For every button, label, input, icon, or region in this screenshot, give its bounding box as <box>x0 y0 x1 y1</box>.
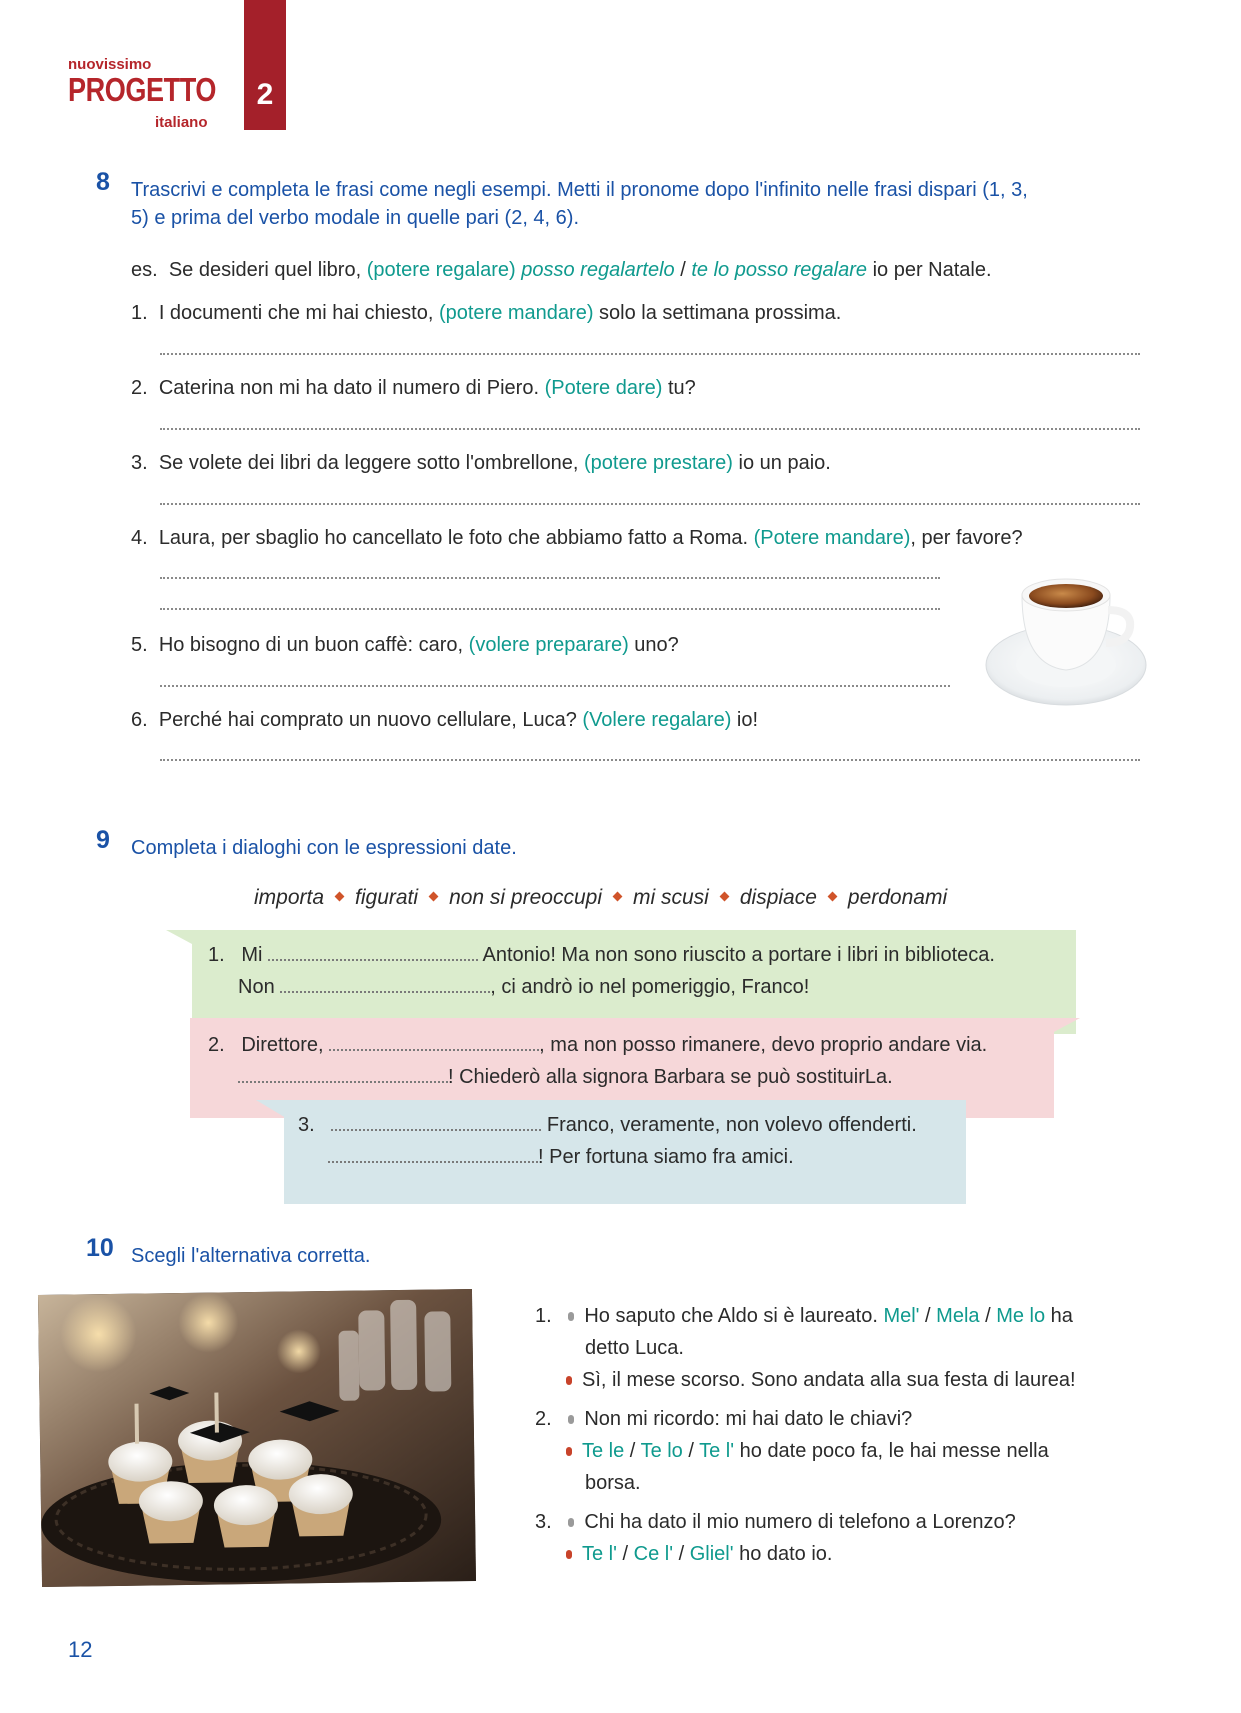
instructions-line-1: Trascrivi e completa le frasi come negli esempi. Metti il pronome dopo l'infinito nelle frasi dispari (1, 3, <box>131 179 1028 201</box>
dialogue-text: ! Per fortuna siamo fra amici. <box>538 1146 794 1168</box>
exercise-9-instructions: Completa i dialoghi con le espressioni date. <box>131 837 517 859</box>
item-text: Ho bisogno di un buon caffè: caro, <box>158 634 469 656</box>
coffee-cup-image <box>982 565 1150 715</box>
dialogue-number: 2. <box>208 1034 225 1056</box>
dialogue-text: Antonio! Ma non sono riuscito a portare i libri in biblioteca. <box>482 944 995 966</box>
option-1[interactable]: Mel' <box>883 1305 920 1327</box>
item-text: Se volete dei libri da leggere sotto l'ombrellone, <box>158 452 584 474</box>
item-number: 3. <box>535 1511 552 1533</box>
option-2[interactable]: Mela <box>936 1305 980 1327</box>
example-separator: / <box>674 259 692 281</box>
item-cue: (Volere regalare) <box>582 709 732 731</box>
item-text: Ho saputo che Aldo si è laureato. <box>584 1305 884 1327</box>
blank-field[interactable] <box>328 1149 538 1163</box>
diamond-separator-icon <box>335 892 345 902</box>
speaker-b-bullet-icon <box>566 1376 572 1385</box>
example-answer-1: posso regalartelo <box>521 259 675 281</box>
speaker-a-bullet-icon <box>568 1518 574 1527</box>
volume-tab: 2 <box>244 0 286 130</box>
word-option: dispiace <box>739 886 817 909</box>
item-number: 2. <box>535 1408 552 1430</box>
exercise-8-number: 8 <box>96 168 110 196</box>
item-number: 6. <box>131 709 148 731</box>
word-option: figurati <box>355 886 419 909</box>
dialogue-text: Non <box>238 976 275 998</box>
item-cue: (potere mandare) <box>438 302 594 324</box>
example-text: Se desideri quel libro, <box>168 259 367 281</box>
item-cue: (volere preparare) <box>468 634 629 656</box>
dialogue-text: , ma non posso rimanere, devo proprio andare via. <box>539 1034 988 1056</box>
diamond-separator-icon <box>719 892 729 902</box>
logo-small-text: nuovissimo <box>68 56 152 73</box>
word-option: importa <box>254 886 325 909</box>
speaker-a-bullet-icon <box>568 1415 574 1424</box>
exercise-10-item-2-answer: Te le / Te lo / Te l' ho date poco fa, le hai messe nella <box>566 1440 1049 1463</box>
speaker-b-bullet-icon <box>566 1447 572 1456</box>
example-end: io per Natale. <box>867 259 992 281</box>
example-answer-2: te lo posso regalare <box>691 259 868 281</box>
exercise-8-item-1 <box>131 302 841 325</box>
answer-line-4a[interactable] <box>160 577 940 579</box>
example-sentence <box>131 259 992 282</box>
item-number: 3. <box>131 452 148 474</box>
exercise-10-item-3-answer: Te l' / Ce l' / Gliel' ho dato io. <box>566 1543 832 1566</box>
item-text: Sì, il mese scorso. Sono andata alla sua festa di laurea! <box>582 1369 1076 1391</box>
dialogue-text: ! Chiederò alla signora Barbara se può sostituirLa. <box>448 1066 893 1088</box>
exercise-8-instructions <box>131 176 1028 232</box>
word-bank <box>254 886 947 910</box>
exercise-10-instructions: Scegli l'alternativa corretta. <box>131 1245 371 1267</box>
answer-line-3[interactable] <box>160 503 1140 505</box>
dialogue-number: 1. <box>208 944 225 966</box>
blank-field[interactable] <box>268 947 478 961</box>
exercise-10-item-1-question: 1. Ho saputo che Aldo si è laureato. Mel' / Mela / Me lo ha <box>535 1305 1073 1327</box>
item-text-end: , per favore? <box>910 527 1023 549</box>
exercise-8-item-4 <box>131 527 1023 550</box>
option-3[interactable]: Me lo <box>996 1305 1046 1327</box>
option-1[interactable]: Te l' <box>582 1543 617 1565</box>
dialogue-text: Direttore, <box>241 1034 324 1056</box>
answer-line-6[interactable] <box>160 759 1140 761</box>
speaker-a-bullet-icon <box>568 1312 574 1321</box>
exercise-8-item-6 <box>131 709 758 732</box>
item-text-end: ha <box>1045 1305 1073 1327</box>
blank-field[interactable] <box>331 1117 541 1131</box>
page-number: 12 <box>68 1637 93 1662</box>
item-text: I documenti che mi hai chiesto, <box>158 302 439 324</box>
exercise-10-number: 10 <box>86 1234 114 1262</box>
logo <box>68 56 228 131</box>
cupcakes-photo <box>38 1289 476 1587</box>
exercise-10-item-1-cont: detto Luca. <box>585 1337 684 1359</box>
item-number: 1. <box>535 1305 552 1327</box>
dialogue-text: Mi <box>241 944 263 966</box>
item-number: 4. <box>131 527 148 549</box>
item-text: Chi ha dato il mio numero di telefono a Lorenzo? <box>584 1511 1016 1533</box>
item-text: Non mi ricordo: mi hai dato le chiavi? <box>584 1408 913 1430</box>
diamond-separator-icon <box>613 892 623 902</box>
item-text: Perché hai comprato un nuovo cellulare, Luca? <box>158 709 583 731</box>
speaker-b-bullet-icon <box>566 1550 572 1559</box>
item-cue: (Potere dare) <box>544 377 663 399</box>
dialogue-2-line-b <box>238 1066 893 1089</box>
answer-line-2[interactable] <box>160 428 1140 430</box>
item-text-end: uno? <box>628 634 679 656</box>
exercise-10-item-3-question <box>535 1511 1016 1534</box>
dialogue-2-line-a <box>208 1034 987 1057</box>
exercise-10-item-1-answer <box>566 1369 1076 1392</box>
blank-field[interactable] <box>329 1037 539 1051</box>
diamond-separator-icon <box>429 892 439 902</box>
exercise-10-item-2-cont: borsa. <box>585 1472 641 1494</box>
item-text-end: tu? <box>662 377 696 399</box>
example-label: es. <box>131 259 158 281</box>
word-option: perdonami <box>847 886 948 909</box>
option-1[interactable]: Te le <box>582 1440 625 1462</box>
example-cue: (potere regalare) <box>366 259 516 281</box>
diamond-separator-icon <box>827 892 837 902</box>
dialogue-1-line-b <box>238 976 809 999</box>
option-2[interactable]: Te lo <box>640 1440 683 1462</box>
logo-language: italiano <box>155 114 208 131</box>
exercise-10-item-2-question <box>535 1408 912 1431</box>
item-text-end: solo la settimana prossima. <box>593 302 842 324</box>
item-text-end: io un paio. <box>732 452 831 474</box>
item-number: 5. <box>131 634 148 656</box>
dialogue-text: Franco, veramente, non volevo offenderti. <box>546 1114 917 1136</box>
item-cue: (potere prestare) <box>584 452 733 474</box>
answer-line-1[interactable] <box>160 353 1140 355</box>
item-text: Caterina non mi ha dato il numero di Piero. <box>158 377 545 399</box>
word-option: mi scusi <box>633 886 709 909</box>
dialogue-3-line-b <box>328 1146 794 1169</box>
dialogue-number: 3. <box>298 1114 315 1136</box>
item-text: Laura, per sbaglio ho cancellato le foto che abbiamo fatto a Roma. <box>158 527 754 549</box>
item-cue: (Potere mandare) <box>753 527 911 549</box>
blank-field[interactable] <box>238 1069 448 1083</box>
option-2[interactable]: Ce l' <box>633 1543 674 1565</box>
item-number: 2. <box>131 377 148 399</box>
instructions-line-2: 5) e prima del verbo modale in quelle pari (2, 4, 6). <box>131 207 580 229</box>
exercise-9-number: 9 <box>96 826 110 854</box>
exercise-8-item-2 <box>131 377 696 400</box>
cupcakes-illustration <box>38 1289 476 1587</box>
option-3[interactable]: Te l' <box>699 1440 735 1462</box>
item-text-end: io! <box>731 709 759 731</box>
item-text: ho date poco fa, le hai messe nella <box>734 1440 1049 1462</box>
exercise-8-item-3 <box>131 452 831 475</box>
word-option: non si preoccupi <box>449 886 602 909</box>
answer-line-5[interactable] <box>160 685 950 687</box>
item-text: ho dato io. <box>733 1543 833 1565</box>
dialogue-3-line-a <box>298 1114 917 1137</box>
dialogue-1-line-a <box>208 944 995 967</box>
answer-line-4b[interactable] <box>160 608 940 610</box>
dialogue-text: , ci andrò io nel pomeriggio, Franco! <box>490 976 810 998</box>
option-3[interactable]: Gliel' <box>689 1543 734 1565</box>
item-number: 1. <box>131 302 148 324</box>
dialogue-3 <box>256 1100 966 1204</box>
exercise-8-item-5 <box>131 634 679 657</box>
logo-title: PROGETTO <box>68 71 217 108</box>
blank-field[interactable] <box>280 979 490 993</box>
